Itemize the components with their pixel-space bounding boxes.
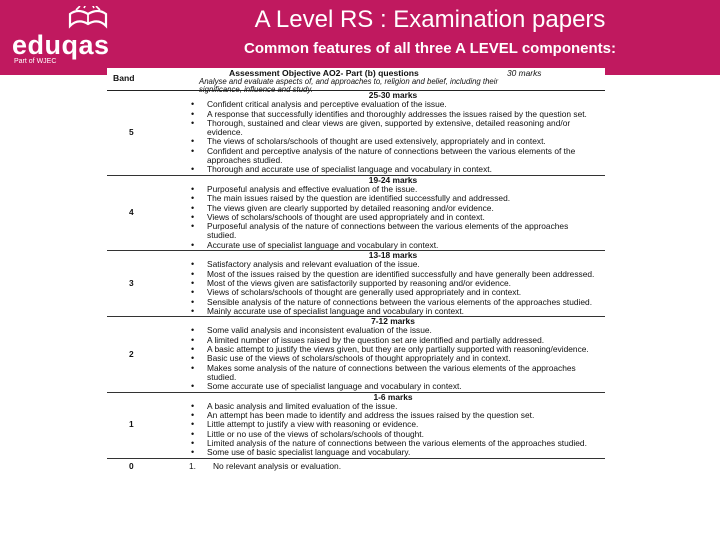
band-row (107, 393, 605, 459)
list-item: • Views of scholars/schools of thought are generally used appropriately and in context. (189, 288, 597, 297)
list-item: • Some accurate use of specialist language and vocabulary in context. (189, 382, 597, 391)
band-list (107, 91, 605, 459)
eduqas-logo (10, 8, 110, 66)
band-number: 5 (129, 127, 134, 138)
band-column-label: Band (113, 73, 135, 83)
list-item: • Sensible analysis of the nature of connections between the various elements of the approaches studied. (189, 298, 597, 307)
band-criteria-list (189, 185, 597, 250)
band-row (107, 91, 605, 176)
band-number: 2 (129, 348, 134, 359)
list-index: 1. (189, 460, 196, 471)
list-item: • Accurate use of specialist language and vocabulary in context. (189, 241, 597, 250)
band-row (107, 176, 605, 251)
band-marks: 13-18 marks (368, 250, 418, 261)
assessment-objective-description: Analyse and evaluate aspects of, and approaches to, religion and belief, including their significance, influence and study. (199, 77, 499, 94)
list-item: • Some valid analysis and inconsistent evaluation of the issue. (189, 326, 597, 335)
list-item: • A basic attempt to justify the views given, but they are only partially supported with reasoning/evidence. (189, 345, 597, 354)
band-criteria-list (189, 100, 597, 174)
band-body (189, 91, 605, 175)
list-item: • Some use of basic specialist language and vocabulary. (189, 448, 597, 457)
band-body (189, 317, 605, 391)
list-item: • Thorough and accurate use of specialist language and vocabulary in context. (189, 165, 597, 174)
total-marks: 30 marks (507, 68, 542, 78)
list-item: • Makes some analysis of the nature of connections between the various elements of the approaches studied. (189, 364, 597, 383)
band-body (189, 393, 605, 458)
band-marks: 25-30 marks (368, 90, 418, 100)
band-number: 0 (129, 460, 134, 471)
band-descriptor: No relevant analysis or evaluation. (213, 460, 342, 471)
list-item: • Basic use of the views of scholars/schools of thought appropriately and in context. (189, 354, 597, 363)
list-item: • Little attempt to justify a view with reasoning or evidence. (189, 420, 597, 429)
band-row (107, 251, 605, 317)
band-marks: 1-6 marks (373, 391, 413, 402)
list-item: • A basic analysis and limited evaluation of the issue. (189, 402, 597, 411)
band-number: 4 (129, 207, 134, 218)
document-header (107, 68, 605, 94)
list-item: • Confident and perceptive analysis of the nature of connections between the various elements of the approaches studied. (189, 147, 597, 166)
band-criteria-list (189, 402, 597, 458)
band-marks: 7-12 marks (371, 316, 415, 327)
mark-scheme-document (107, 68, 605, 540)
list-item: • An attempt has been made to identify and address the issues raised by the question set. (189, 411, 597, 420)
list-item: • Most of the views given are satisfactorily supported by reasoning and/or evidence. (189, 279, 597, 288)
band-criteria-list (189, 260, 597, 316)
list-item: • Confident critical analysis and perceptive evaluation of the issue. (189, 100, 597, 109)
list-item: • A limited number of issues raised by the question set are identified and partially addressed. (189, 336, 597, 345)
slide-title: A Level RS : Examination papers (254, 6, 606, 33)
header-banner (0, 0, 720, 75)
list-item: • Views of scholars/schools of thought are used appropriately and in context. (189, 213, 597, 222)
band-criteria-list (189, 326, 597, 391)
band-marks: 19-24 marks (368, 174, 418, 185)
list-item: • Purposeful analysis of the nature of connections between the various elements of the approaches studied. (189, 222, 597, 241)
band-number: 3 (129, 277, 134, 288)
list-item: • Limited analysis of the nature of connections between the various elements of the approaches studied. (189, 439, 597, 448)
list-item: • The views of scholars/schools of thought are used extensively, appropriately and in context. (189, 137, 597, 146)
list-item: • The main issues raised by the question are identified successfully and addressed. (189, 194, 597, 203)
list-item: • Satisfactory analysis and relevant evaluation of the issue. (189, 260, 597, 269)
band-number: 1 (129, 419, 134, 430)
logo-wordmark: eduqas (12, 30, 110, 60)
assessment-objective-title: Assessment Objective AO2- Part (b) questions (229, 68, 419, 78)
band-row (107, 317, 605, 392)
slide-subtitle: Common features of all three A LEVEL components: (244, 40, 616, 57)
list-item: • The views given are clearly supported by detailed reasoning and/or evidence. (189, 204, 597, 213)
logo-subtext: Part of WJEC (14, 58, 57, 65)
band-body (189, 176, 605, 250)
list-item: • Purposeful analysis and effective evaluation of the issue. (189, 185, 597, 194)
list-item: • Little or no use of the views of scholars/schools of thought. (189, 430, 597, 439)
list-item: • A response that successfully identifies and thoroughly addresses the issues raised by the question set. (189, 110, 597, 119)
list-item: • Mainly accurate use of specialist language and vocabulary in context. (189, 307, 597, 316)
list-item: • Most of the issues raised by the question are identified successfully and have generally been addressed. (189, 270, 597, 279)
band-body (189, 251, 605, 316)
list-item: • Thorough, sustained and clear views are given, supported by extensive, detailed reasoning and/or evidence. (189, 119, 597, 138)
open-book-icon (64, 6, 112, 30)
band-row-zero (107, 459, 605, 475)
